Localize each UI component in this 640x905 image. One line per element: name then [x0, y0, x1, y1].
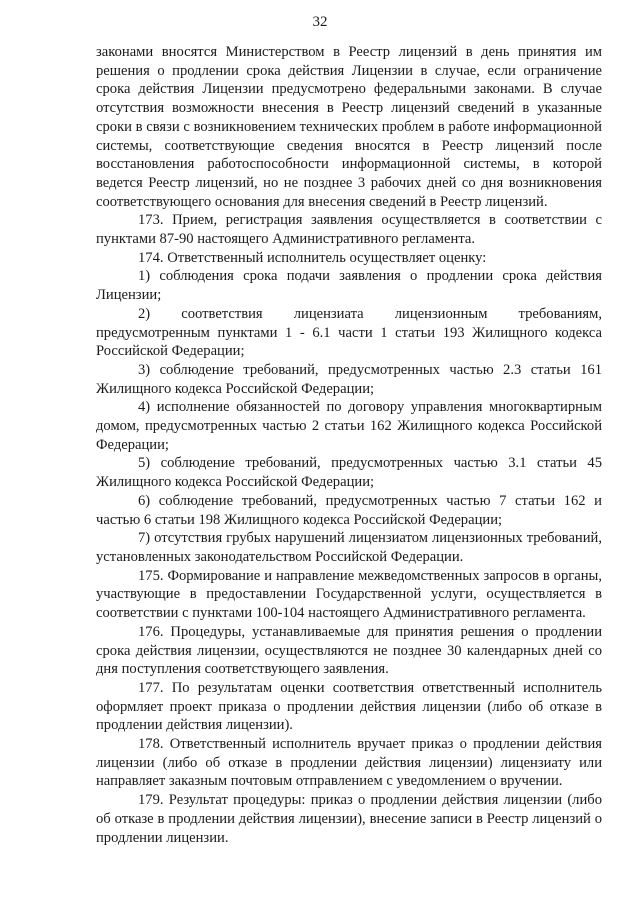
paragraph-173: 173. Прием, регистрация заявления осуществляется в соответствии с пунктами 87-90 настоящего Административного регламента. — [96, 212, 602, 248]
paragraph-176: 176. Процедуры, устанавливаемые для принятия решения о продлении срока действия лицензии, осуществляются не позднее 30 календарных дней со дня поступления соответствующего заявления. — [96, 623, 602, 678]
paragraph-174-item-6: 6) соблюдение требований, предусмотренных частью 7 статьи 162 и частью 6 статьи 198 Жилищного кодекса Российской Федерации; — [96, 492, 602, 528]
paragraph-174: 174. Ответственный исполнитель осуществляет оценку: — [138, 249, 487, 266]
page-number: 32 — [312, 14, 328, 30]
document-body — [96, 43, 602, 847]
paragraph-175: 175. Формирование и направление межведомственных запросов в органы, участвующие в предоставлении Государственной услуги, осуществляется в соответствии с пунктами 100-104 настоящего Административного регламента. — [96, 567, 602, 622]
paragraph-174-item-3: 3) соблюдение требований, предусмотренных частью 2.3 статьи 161 Жилищного кодекса Российской Федерации; — [96, 361, 602, 397]
paragraph-178: 178. Ответственный исполнитель вручает приказ о продлении действия лицензии (либо об отказе в продлении действия лицензии) лицензиату или направляет заказным почтовым отправлением с уведомлением о вручении. — [96, 736, 602, 790]
paragraph-174-item-4: 4) исполнение обязанностей по договору управления многоквартирным домом, предусмотренных частью 2 статьи 162 Жилищного кодекса Российской Федерации; — [96, 399, 602, 453]
paragraph-177: 177. По результатам оценки соответствия ответственный исполнитель оформляет проект приказа о продлении действия лицензии (либо об отказе в продлении действия лицензии). — [96, 679, 602, 734]
paragraph-continuation: законами вносятся Министерством в Реестр лицензий в день принятия им решения о продлении срока действия Лицензии в случае, если ограничение срока действия Лицензии предусмотрено федеральными законами. В случае отсутствия возможности внесения в Реестр лицензий сведений в указанные сроки в связи с возникновением технических проблем в работе информационной системы, соответствующие сведения вносятся в Реестр лицензий после восстановления работоспособности информационной системы, в которой ведется Реестр лицензий, но не позднее 3 рабочих дней со дня возникновения соответствующего основания для внесения сведений в Реестр лицензий. — [96, 44, 602, 210]
paragraph-174-item-7: 7) отсутствия грубых нарушений лицензиатом лицензионных требований, установленных законодательством Российской Федерации. — [96, 530, 602, 565]
paragraph-174-item-1: 1) соблюдения срока подачи заявления о продлении срока действия Лицензии; — [96, 268, 602, 304]
paragraph-174-item-2: 2) соответствия лицензиата лицензионным требованиям, предусмотренным пунктами 1 - 6.1 части 1 статьи 193 Жилищного кодекса Российской Федерации; — [96, 305, 602, 360]
paragraph-174-item-5: 5) соблюдение требований, предусмотренных частью 3.1 статьи 45 Жилищного кодекса Российской Федерации; — [96, 455, 602, 491]
paragraph-179: 179. Результат процедуры: приказ о продлении действия лицензии (либо об отказе в продлении действия лицензии), внесение записи в Реестр лицензий о продлении лицензии. — [96, 792, 602, 846]
